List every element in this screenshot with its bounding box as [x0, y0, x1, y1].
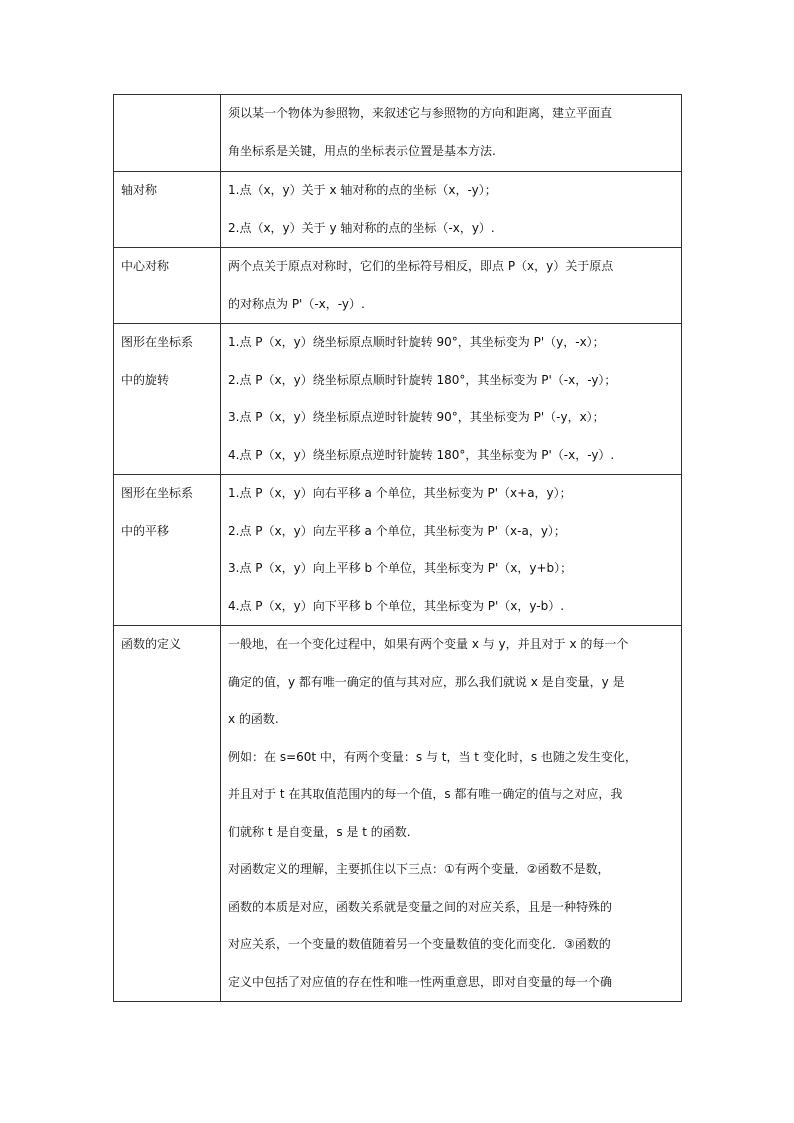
content-cell	[221, 626, 682, 1002]
content-line: 3.点 P（x，y）绕坐标原点逆时针旋转 90°，其坐标变为 P'（-y，x）；	[228, 410, 605, 424]
table-row	[114, 324, 682, 475]
content-line: 1.点（x，y）关于 x 轴对称的点的坐标（x，-y）；	[228, 183, 497, 197]
term-label: 图形在坐标系	[121, 486, 194, 500]
table-row	[114, 248, 682, 324]
table-row	[114, 475, 682, 626]
term-cell	[114, 248, 221, 324]
table-row	[114, 95, 682, 172]
content-line: 对应关系，一个变量的数值随着另一个变量数值的变化而变化．③函数的	[228, 937, 611, 951]
term-cell	[114, 626, 221, 1002]
content-line: 2.点 P（x，y）向左平移 a 个单位，其坐标变为 P'（x-a，y）；	[228, 523, 566, 538]
content-line: 4.点 P（x，y）绕坐标原点逆时针旋转 180°，其坐标变为 P'（-x，-y）.	[228, 447, 615, 462]
term-label: 中的平移	[121, 523, 170, 538]
term-label: 图形在坐标系	[121, 335, 194, 349]
content-line: 定义中包括了对应值的存在性和唯一性两重意思，即对自变量的每一个确	[228, 974, 613, 989]
content-cell	[221, 475, 682, 626]
content-cell	[221, 95, 682, 172]
content-cell	[221, 248, 682, 324]
content-line: 确定的值，y 都有唯一确定的值与其对应，那么我们就说 x 是自变量，y 是	[228, 674, 625, 689]
content-line: 须以某一个物体为参照物，来叙述它与参照物的方向和距离，建立平面直	[228, 106, 613, 120]
content-cell	[221, 172, 682, 248]
content-line: 4.点 P（x，y）向下平移 b 个单位，其坐标变为 P'（x，y-b）.	[228, 598, 565, 613]
term-cell	[114, 324, 221, 475]
content-line: 3.点 P（x，y）向上平移 b 个单位，其坐标变为 P'（x，y+b）；	[228, 561, 573, 575]
table-row	[114, 626, 682, 1002]
table-row	[114, 172, 682, 248]
term-label: 中的旋转	[121, 372, 170, 387]
content-line: 1.点 P（x，y）绕坐标原点顺时针旋转 90°，其坐标变为 P'（y，-x）；	[228, 335, 605, 349]
term-cell	[114, 172, 221, 248]
content-line: 的对称点为 P'（-x，-y）.	[228, 296, 365, 311]
term-label: 函数的定义	[121, 637, 182, 651]
content-line: 例如：在 s=60t 中，有两个变量：s 与 t，当 t 变化时，s 也随之发生变化，	[228, 749, 637, 764]
term-label: 中心对称	[121, 259, 170, 273]
content-line: 两个点关于原点对称时，它们的坐标符号相反，即点 P（x，y）关于原点	[228, 259, 614, 273]
content-line: 角坐标系是关键，用点的坐标表示位置是基本方法.	[228, 143, 496, 158]
content-line: 2.点 P（x，y）绕坐标原点顺时针旋转 180°，其坐标变为 P'（-x，-y）；	[228, 372, 617, 387]
knowledge-table	[113, 94, 682, 1002]
term-cell	[114, 475, 221, 626]
term-cell	[114, 95, 221, 172]
content-line: 函数的本质是对应，函数关系就是变量之间的对应关系，且是一种特殊的	[228, 899, 613, 914]
content-line: 1.点 P（x，y）向右平移 a 个单位，其坐标变为 P'（x+a，y）；	[228, 486, 572, 500]
content-line: x 的函数.	[228, 712, 279, 726]
term-label: 轴对称	[121, 183, 158, 197]
content-line: 们就称 t 是自变量，s 是 t 的函数.	[228, 824, 411, 839]
content-line: 并且对于 t 在其取值范围内的每一个值，s 都有唯一确定的值与之对应，我	[228, 787, 623, 801]
content-line: 对函数定义的理解，主要抓住以下三点：①有两个变量．②函数不是数，	[228, 862, 610, 876]
content-cell	[221, 324, 682, 475]
content-line: 2.点（x，y）关于 y 轴对称的点的坐标（-x，y）.	[228, 220, 495, 235]
content-line: 一般地，在一个变化过程中，如果有两个变量 x 与 y，并且对于 x 的每一个	[228, 637, 629, 651]
